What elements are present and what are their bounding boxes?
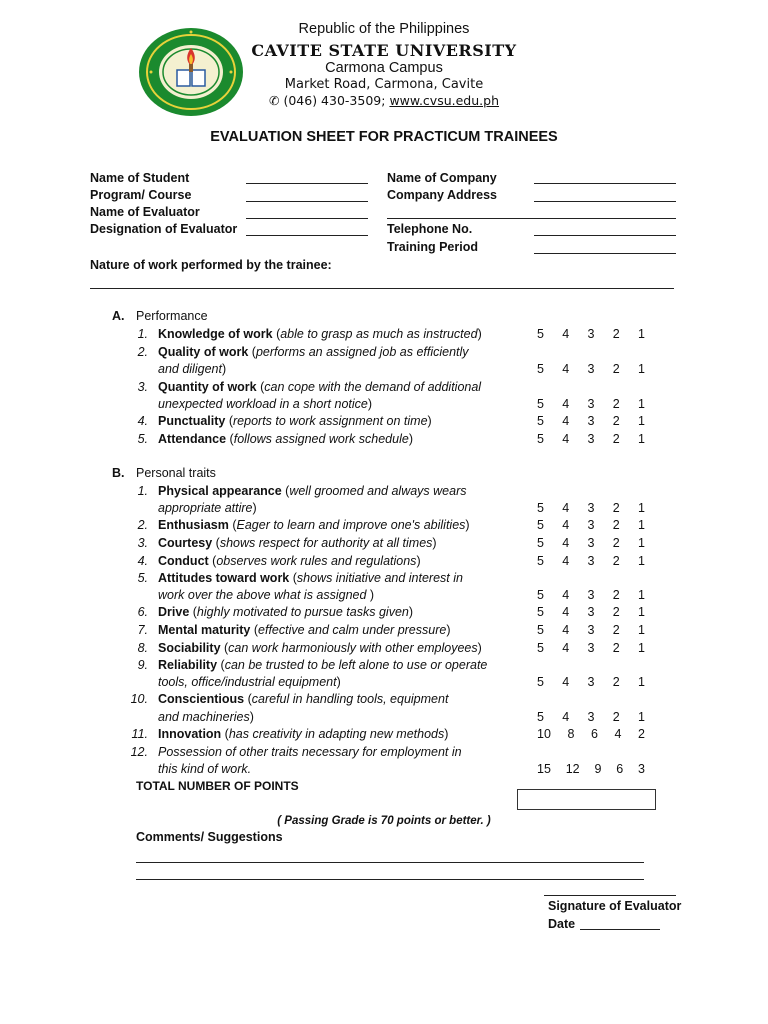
score-option[interactable]: 2 <box>612 554 620 568</box>
score-option[interactable]: 9 <box>594 762 602 776</box>
university-name: CAVITE STATE UNIVERSITY <box>251 41 517 60</box>
score-option[interactable]: 2 <box>612 588 620 602</box>
score-options <box>537 641 645 655</box>
item-number: 3. <box>137 536 148 550</box>
criterion-description: (performs an assigned job as efficiently <box>248 345 469 359</box>
score-option[interactable]: 5 <box>537 432 544 446</box>
criterion-name: Attendance <box>158 432 227 446</box>
field-label-telephone: Telephone No. <box>387 222 473 236</box>
criterion-name: Drive <box>158 605 190 619</box>
score-option[interactable]: 4 <box>562 518 570 532</box>
score-options <box>537 710 645 724</box>
criterion-description: (can cope with the demand of additional <box>256 380 482 394</box>
score-option[interactable]: 2 <box>612 327 620 341</box>
score-option[interactable]: 5 <box>537 501 544 515</box>
score-option[interactable]: 3 <box>587 501 595 515</box>
score-option[interactable]: 1 <box>638 501 645 515</box>
description-text: unexpected workload in a short notice <box>158 397 368 411</box>
score-option[interactable]: 6 <box>590 727 598 741</box>
score-option[interactable]: 4 <box>562 588 570 602</box>
score-option[interactable]: 5 <box>537 362 544 376</box>
signature-label: Signature of Evaluator <box>548 899 682 913</box>
score-option[interactable]: 1 <box>638 397 645 411</box>
score-option[interactable]: 4 <box>562 623 570 637</box>
criterion-description-cont: tools, office/industrial equipment) <box>158 675 341 689</box>
score-option[interactable]: 4 <box>562 536 570 550</box>
total-points-box[interactable] <box>517 789 656 810</box>
company-address-field[interactable] <box>534 201 676 202</box>
criterion-text <box>158 484 467 498</box>
campus-address: Market Road, Carmona, Cavite <box>284 77 484 92</box>
score-options <box>537 327 645 341</box>
description-text: can cope with the demand of additional <box>264 380 482 394</box>
score-options <box>537 501 645 515</box>
score-option[interactable]: 1 <box>638 675 645 689</box>
description-text: and diligent <box>158 362 222 376</box>
criterion-description-cont: unexpected workload in a short notice) <box>158 397 373 411</box>
item-number: 6. <box>137 605 148 619</box>
score-options <box>537 414 645 428</box>
score-option[interactable]: 5 <box>537 327 544 341</box>
program-field[interactable] <box>246 201 368 202</box>
score-option[interactable]: 5 <box>537 536 544 550</box>
field-label-designation: Designation of Evaluator <box>90 222 238 236</box>
score-option[interactable]: 5 <box>537 623 544 637</box>
score-option[interactable]: 4 <box>562 710 570 724</box>
score-option[interactable]: 6 <box>616 762 624 776</box>
item-number: 12. <box>130 745 148 759</box>
criterion-name: Sociability <box>158 641 221 655</box>
criterion-text <box>158 380 481 394</box>
criterion-description: Possession of other traits necessary for employment in <box>158 745 462 759</box>
republic-line: Republic of the Philippines <box>298 21 470 37</box>
description-text: reports to work assignment on time <box>233 414 428 428</box>
item-number: 2. <box>137 345 148 359</box>
score-option[interactable]: 2 <box>612 623 620 637</box>
score-option[interactable]: 5 <box>537 518 544 532</box>
criterion-name: Attitudes toward work <box>158 571 290 585</box>
criterion-text <box>158 432 413 446</box>
nature-of-work-label: Nature of work performed by the trainee: <box>90 258 332 272</box>
item-number: 11. <box>131 727 148 741</box>
field-label-training-period: Training Period <box>387 240 478 254</box>
field-label-program: Program/ Course <box>90 188 192 202</box>
item-number: 4. <box>137 554 148 568</box>
criterion-description: (follows assigned work schedule) <box>226 432 413 446</box>
criterion-text <box>158 641 482 655</box>
date-label-text: Date <box>548 917 576 931</box>
phone-icon: ✆ <box>269 93 280 108</box>
criterion-text <box>158 345 469 359</box>
criterion-description: (shows initiative and interest in <box>289 571 463 585</box>
criterion-name: Physical appearance <box>158 484 282 498</box>
score-option[interactable]: 2 <box>612 362 620 376</box>
criterion-description: (shows respect for authority at all times) <box>212 536 437 550</box>
score-options <box>537 623 645 637</box>
score-options <box>537 397 645 411</box>
score-option[interactable]: 4 <box>562 554 570 568</box>
score-options <box>537 536 645 550</box>
score-options <box>537 432 645 446</box>
score-option[interactable]: 1 <box>638 641 645 655</box>
criterion-description: (able to grasp as much as instructed) <box>272 327 482 341</box>
score-options <box>537 518 645 532</box>
field-label-company: Name of Company <box>387 171 497 185</box>
description-text: tools, office/industrial equipment <box>158 675 337 689</box>
criterion-description: (can work harmoniously with other employees) <box>220 641 482 655</box>
criterion-description: (can be trusted to be left alone to use or operate <box>217 658 488 672</box>
field-label-company-address: Company Address <box>387 188 497 202</box>
telephone-field[interactable] <box>534 235 676 236</box>
score-option[interactable]: 5 <box>537 605 544 619</box>
score-options <box>537 362 645 376</box>
criterion-text <box>158 518 470 532</box>
item-number: 1. <box>137 327 148 341</box>
criterion-text <box>158 554 421 568</box>
criterion-description: (careful in handling tools, equipment <box>244 692 449 706</box>
score-option[interactable]: 5 <box>537 554 544 568</box>
item-number: 8. <box>137 641 148 655</box>
item-number: 10. <box>130 692 148 706</box>
score-option[interactable]: 3 <box>587 397 595 411</box>
score-option[interactable]: 4 <box>562 432 570 446</box>
criterion-description: (effective and calm under pressure) <box>250 623 451 637</box>
criterion-description-cont: work over the above what is assigned ) <box>158 588 375 602</box>
score-option[interactable]: 1 <box>638 327 645 341</box>
field-label-student: Name of Student <box>90 171 190 185</box>
description-text: Eager to learn and improve one's abilities <box>236 518 466 532</box>
score-option[interactable]: 1 <box>638 554 645 568</box>
score-option[interactable]: 1 <box>638 518 645 532</box>
score-option[interactable]: 3 <box>587 414 595 428</box>
score-option[interactable]: 15 <box>537 762 551 776</box>
description-text: performs an assigned job as efficiently <box>255 345 469 359</box>
description-text: and machineries <box>158 710 250 724</box>
score-option[interactable]: 2 <box>612 518 620 532</box>
description-text: this kind of work. <box>158 762 252 776</box>
criterion-name: Reliability <box>158 658 218 672</box>
score-option[interactable]: 2 <box>612 397 620 411</box>
score-option[interactable]: 1 <box>638 536 645 550</box>
date-field[interactable] <box>580 929 660 930</box>
score-option[interactable]: 3 <box>587 536 595 550</box>
item-number: 5. <box>137 432 148 446</box>
score-option[interactable]: 3 <box>587 641 595 655</box>
score-option[interactable]: 1 <box>638 605 645 619</box>
item-number: 4. <box>137 414 148 428</box>
company-address-field-2[interactable] <box>387 218 676 219</box>
criterion-name: Innovation <box>158 727 222 741</box>
criterion-name: Conduct <box>158 554 209 568</box>
score-option[interactable]: 2 <box>612 605 620 619</box>
score-option[interactable]: 2 <box>612 432 620 446</box>
criterion-description: (observes work rules and regulations) <box>208 554 421 568</box>
description-text: can be trusted to be left alone to use or operate <box>224 658 488 672</box>
score-option[interactable]: 5 <box>537 675 544 689</box>
criterion-description: (Eager to learn and improve one's abilities) <box>228 518 470 532</box>
criterion-description-cont <box>158 762 251 776</box>
score-option[interactable]: 12 <box>565 762 580 776</box>
score-option[interactable]: 4 <box>614 727 622 741</box>
score-option[interactable]: 2 <box>612 414 620 428</box>
score-option[interactable]: 3 <box>587 623 595 637</box>
criterion-name: Quantity of work <box>158 380 257 394</box>
campus-name: Carmona Campus <box>325 60 443 76</box>
comments-line-1[interactable] <box>136 862 644 863</box>
score-option[interactable]: 3 <box>638 762 645 776</box>
score-option[interactable]: 3 <box>587 605 595 619</box>
score-option[interactable]: 4 <box>562 327 570 341</box>
score-option[interactable]: 10 <box>537 727 551 741</box>
description-text: able to grasp as much as instructed <box>280 327 478 341</box>
criterion-description: (highly motivated to pursue tasks given) <box>189 605 414 619</box>
score-option[interactable]: 4 <box>562 605 570 619</box>
section-a-letter: A. <box>112 309 125 323</box>
score-option[interactable]: 3 <box>587 362 595 376</box>
score-option[interactable]: 2 <box>612 675 620 689</box>
signature-line[interactable] <box>544 895 676 896</box>
description-text: well groomed and always wears <box>289 484 467 498</box>
criterion-name: Enthusiasm <box>158 518 229 532</box>
form-title: EVALUATION SHEET FOR PRACTICUM TRAINEES <box>210 129 558 145</box>
description-text: follows assigned work schedule <box>233 432 409 446</box>
criterion-text <box>158 745 462 759</box>
description-text: shows initiative and interest in <box>296 571 463 585</box>
score-option[interactable]: 5 <box>537 710 544 724</box>
score-option[interactable]: 8 <box>567 727 575 741</box>
comments-line-2[interactable] <box>136 879 644 880</box>
description-text: observes work rules and regulations <box>216 554 417 568</box>
score-option[interactable]: 1 <box>638 362 645 376</box>
section-b-header <box>112 466 216 480</box>
criterion-name: Courtesy <box>158 536 213 550</box>
score-option[interactable]: 4 <box>562 641 570 655</box>
score-option[interactable]: 5 <box>537 641 544 655</box>
criterion-name: Knowledge of work <box>158 327 273 341</box>
score-options <box>537 727 645 741</box>
score-option[interactable]: 4 <box>562 362 570 376</box>
score-option[interactable]: 1 <box>638 414 645 428</box>
score-option[interactable]: 2 <box>612 710 620 724</box>
score-option[interactable]: 2 <box>612 641 620 655</box>
score-option[interactable]: 1 <box>638 623 645 637</box>
criterion-text <box>158 327 482 341</box>
criterion-name: Conscientious <box>158 692 245 706</box>
nature-of-work-field[interactable] <box>90 288 674 289</box>
description-text: highly motivated to pursue tasks given <box>196 605 409 619</box>
total-points-label: TOTAL NUMBER OF POINTS <box>136 779 299 793</box>
date-label <box>548 917 575 931</box>
criterion-text <box>158 658 487 672</box>
criterion-description: (well groomed and always wears <box>281 484 467 498</box>
criterion-text <box>158 414 432 428</box>
score-options <box>537 675 645 689</box>
score-option[interactable]: 2 <box>638 727 645 741</box>
item-number: 2. <box>137 518 148 532</box>
contact-line <box>250 93 518 108</box>
evaluator-field[interactable] <box>246 218 368 219</box>
score-options <box>537 605 645 619</box>
score-option[interactable]: 2 <box>612 501 620 515</box>
score-options <box>537 588 645 602</box>
criterion-text <box>158 727 448 741</box>
field-label-evaluator: Name of Evaluator <box>90 205 200 219</box>
description-text: careful in handling tools, equipment <box>251 692 449 706</box>
score-option[interactable]: 4 <box>562 675 570 689</box>
passing-grade-note: ( Passing Grade is 70 points or better. ) <box>277 815 491 827</box>
university-seal-logo <box>137 26 245 118</box>
item-number: 9. <box>137 658 148 672</box>
score-option[interactable]: 3 <box>587 588 595 602</box>
criterion-description-cont: and diligent) <box>158 362 227 376</box>
item-number: 1. <box>137 484 148 498</box>
score-option[interactable]: 2 <box>612 536 620 550</box>
score-option[interactable]: 3 <box>587 710 595 724</box>
criterion-name: Quality of work <box>158 345 249 359</box>
section-a-header <box>112 309 208 323</box>
section-b-title: Personal traits <box>136 466 216 480</box>
score-option[interactable]: 5 <box>537 588 544 602</box>
description-text: work over the above what is assigned <box>158 588 370 602</box>
score-option[interactable]: 5 <box>537 414 544 428</box>
training-period-field[interactable] <box>534 253 676 254</box>
score-option[interactable]: 1 <box>638 432 645 446</box>
criterion-description-cont: and machineries) <box>158 710 254 724</box>
criterion-text <box>158 605 413 619</box>
criterion-description: (has creativity in adapting new methods) <box>221 727 449 741</box>
comments-label: Comments/ Suggestions <box>136 830 283 844</box>
criterion-name: Punctuality <box>158 414 226 428</box>
criterion-description: (reports to work assignment on time) <box>225 414 432 428</box>
score-option[interactable]: 4 <box>562 501 570 515</box>
score-options <box>537 554 645 568</box>
description-text: has creativity in adapting new methods <box>228 727 445 741</box>
score-option[interactable]: 3 <box>587 327 595 341</box>
score-option[interactable]: 3 <box>587 432 595 446</box>
score-option[interactable]: 3 <box>587 675 595 689</box>
section-a-title: Performance <box>136 309 208 323</box>
phone-number: (046) 430-3509; <box>283 93 386 108</box>
website-link[interactable]: www.cvsu.edu.ph <box>389 93 499 108</box>
score-option[interactable]: 3 <box>587 554 595 568</box>
score-option[interactable]: 3 <box>587 518 595 532</box>
description-text: appropriate attire <box>158 501 253 515</box>
item-number: 5. <box>137 571 148 585</box>
score-option[interactable]: 1 <box>638 588 645 602</box>
criterion-text <box>158 536 437 550</box>
description-text: can work harmoniously with other employees <box>228 641 478 655</box>
description-text: shows respect for authority at all times <box>219 536 433 550</box>
company-field[interactable] <box>534 183 676 184</box>
score-option[interactable]: 4 <box>562 414 570 428</box>
score-options <box>537 762 645 776</box>
score-option[interactable]: 1 <box>638 710 645 724</box>
criterion-text <box>158 692 448 706</box>
criterion-description-cont: appropriate attire) <box>158 501 257 515</box>
item-number: 7. <box>137 623 148 637</box>
item-number: 3. <box>137 380 148 394</box>
description-text: effective and calm under pressure <box>258 623 447 637</box>
score-option[interactable]: 5 <box>537 397 544 411</box>
section-b-letter: B. <box>112 466 125 480</box>
designation-field[interactable] <box>246 235 368 236</box>
criterion-text <box>158 571 463 585</box>
criterion-text <box>158 623 451 637</box>
criterion-name: Mental maturity <box>158 623 251 637</box>
student-name-field[interactable] <box>246 183 368 184</box>
score-option[interactable]: 4 <box>562 397 570 411</box>
